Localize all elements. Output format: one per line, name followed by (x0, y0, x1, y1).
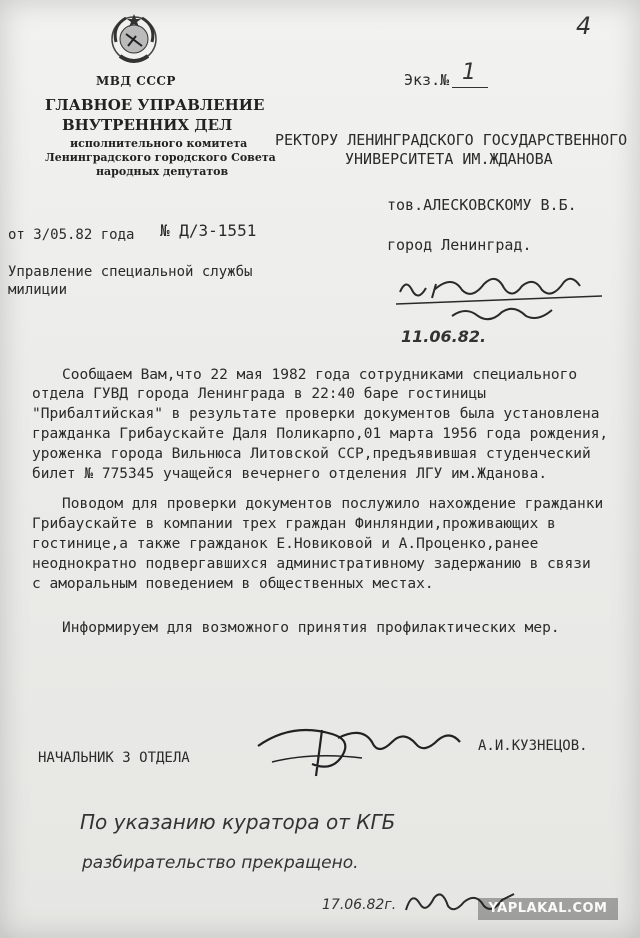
page-marker: 4 (576, 12, 592, 40)
body-line: Информируем для возможного принятия профилактических мер. (62, 620, 560, 636)
body-line: Грибаускайте в компании трех граждан Финляндии,проживающих в (32, 516, 556, 532)
addressee-line1: РЕКТОРУ ЛЕНИНГРАДСКОГО ГОСУДАРСТВЕННОГО (275, 131, 628, 149)
department-line2: милиции (8, 282, 68, 298)
body-line: уроженка города Вильнюса Литовской ССР,предъявившая студенческий (32, 446, 591, 462)
reference-date: от 3/05.82 года (8, 227, 135, 243)
resolution-signature (392, 270, 612, 326)
body-line: гражданка Грибаускайте Даля Поликарпо,01 марта 1956 года рождения, (32, 426, 609, 442)
copy-underline (452, 87, 488, 88)
addressee-city: город Ленинград. (387, 236, 532, 254)
letterhead-title-line2: ВНУТРЕННИХ ДЕЛ (62, 116, 233, 134)
body-line: Сообщаем Вам,что 22 мая 1982 года сотрудниками специального (62, 367, 578, 383)
copy-label: Экз.№ (404, 71, 450, 89)
copy-number: 1 (462, 60, 476, 85)
signer-title: НАЧАЛЬНИК 3 ОТДЕЛА (38, 750, 190, 766)
handwritten-note-date: 17.06.82г. (322, 897, 397, 913)
signer-name: А.И.КУЗНЕЦОВ. (478, 738, 588, 754)
letterhead-sub-line2: Ленинградского городского Совета (45, 151, 276, 164)
body-line: с аморальным поведением в общественных местах. (32, 576, 434, 592)
letterhead-title-line1: ГЛАВНОЕ УПРАВЛЕНИЕ (45, 96, 265, 114)
handwritten-note-line1: По указанию куратора от КГБ (80, 810, 396, 834)
body-line: Поводом для проверки документов послужило нахождение гражданки (62, 496, 604, 512)
chief-signature (252, 712, 472, 782)
addressee-person: тов.АЛЕСКОВСКОМУ В.Б. (387, 196, 577, 214)
letterhead-sub-line1: исполнительного комитета (70, 137, 248, 150)
department-line1: Управление специальной службы (8, 264, 253, 280)
ussr-emblem-icon (106, 12, 162, 70)
handwritten-note-line2: разбирательство прекращено. (82, 853, 359, 873)
body-line: неоднократно подвергавшихся административному задержанию в связи (32, 556, 591, 572)
body-line: гостинице,а также гражданок Е.Новиковой и А.Проценко,ранее (32, 536, 539, 552)
agency-label: МВД СССР (96, 74, 176, 88)
site-watermark: YAPLAKAL.COM (478, 898, 618, 920)
resolution-date: 11.06.82. (401, 327, 487, 346)
body-line: "Прибалтийская" в результате проверки документов была установлена (32, 406, 600, 422)
body-line: билет № 775345 учащейся вечернего отделения ЛГУ им.Жданова. (32, 466, 548, 482)
letterhead-sub-line3: народных депутатов (96, 165, 229, 178)
reference-number: № Д/3-1551 (160, 221, 257, 240)
body-line: отдела ГУВД города Ленинграда в 22:40 баре гостиницы (32, 386, 486, 402)
addressee-line2: УНИВЕРСИТЕТА ИМ.ЖДАНОВА (345, 150, 553, 168)
